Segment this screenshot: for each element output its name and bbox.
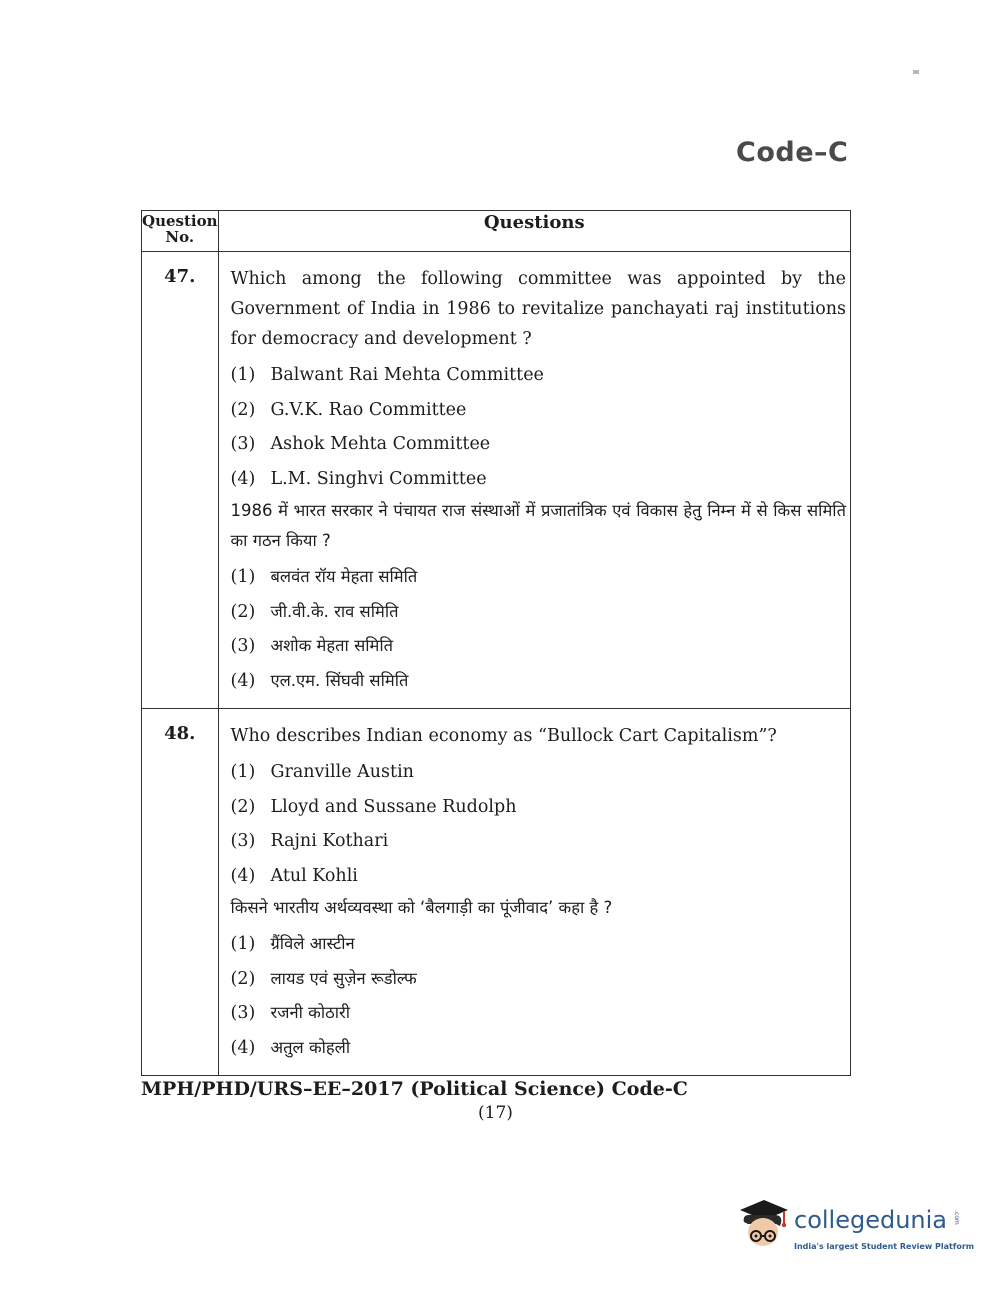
option <box>231 859 847 894</box>
option-number: (2) <box>230 968 256 989</box>
option-text: एल.एम. सिंघवी समिति <box>270 670 409 690</box>
collegedunia-logo[interactable] <box>734 1196 975 1256</box>
option-text: L.M. Singhvi Committee <box>270 468 487 489</box>
question-text-hindi: 1986 में भारत सरकार ने पंचायत राज संस्थाओं में प्रजातांत्रिक एवं विकास हेतु निम्न में से किस समिति का गठन किया ? <box>230 501 846 550</box>
page-number: (17) <box>478 1103 513 1123</box>
option <box>231 664 847 699</box>
question-body <box>218 252 851 709</box>
option-number: (2) <box>230 796 256 817</box>
option-number: (2) <box>230 601 256 622</box>
option-number: (4) <box>230 1037 256 1058</box>
option <box>231 560 847 595</box>
option <box>231 755 847 790</box>
option <box>231 427 847 462</box>
option-text: Atul Kohli <box>270 865 358 886</box>
option <box>231 790 847 825</box>
option-number: (1) <box>230 567 256 588</box>
option-text: Rajni Kothari <box>270 831 389 852</box>
option <box>231 1031 847 1066</box>
option-text: अशोक मेहता समिति <box>270 636 394 656</box>
table-header-row <box>142 211 851 252</box>
column-header-questions: Questions <box>218 211 851 252</box>
logo-wordmark: collegedunia <box>794 1206 948 1234</box>
table-row <box>142 252 851 709</box>
option <box>231 996 847 1031</box>
logo-tagline: India's largest Student Review Platform <box>794 1242 975 1251</box>
question-number: 48. <box>142 709 219 1076</box>
question-table <box>141 210 851 1076</box>
option-text: Granville Austin <box>270 762 414 783</box>
logo-domain: .com <box>953 1210 960 1225</box>
option <box>231 824 847 859</box>
option <box>231 358 847 393</box>
option-text: Balwant Rai Mehta Committee <box>270 365 544 386</box>
student-mascot-icon <box>734 1196 792 1254</box>
option-text: G.V.K. Rao Committee <box>270 399 467 420</box>
question-number: 47. <box>142 252 219 709</box>
column-header-question-no: Question No. <box>142 211 219 252</box>
option-number: (2) <box>230 399 256 420</box>
option-number: (3) <box>230 1003 256 1024</box>
option <box>231 595 847 630</box>
option-number: (3) <box>230 636 256 657</box>
paper-code: Code–C <box>736 137 849 168</box>
option-text: जी.वी.के. राव समिति <box>270 601 399 621</box>
option-text: Lloyd and Sussane Rudolph <box>270 796 517 817</box>
option-number: (3) <box>230 831 256 852</box>
question-text-english: Which among the following committee was appointed by the Government of India in 1986 to revitalize panchayati raj institutions for democracy and development ? <box>230 269 846 349</box>
option <box>231 629 847 664</box>
option-text: रजनी कोठारी <box>270 1003 350 1023</box>
option <box>231 962 847 997</box>
exam-footer: MPH/PHD/URS–EE–2017 (Political Science) Code-C <box>141 1078 688 1100</box>
scan-mark <box>913 70 919 74</box>
option <box>231 462 847 497</box>
option <box>231 927 847 962</box>
option-text: Ashok Mehta Committee <box>270 434 491 455</box>
option-text: लायड एवं सुज़ेन रूडोल्फ <box>270 968 417 988</box>
option-number: (4) <box>230 865 256 886</box>
question-text-english: Who describes Indian economy as “Bullock Cart Capitalism”? <box>230 726 777 746</box>
option <box>231 393 847 428</box>
table-row <box>142 709 851 1076</box>
option-text: बलवंत रॉय मेहता समिति <box>270 567 418 587</box>
question-text-hindi: किसने भारतीय अर्थव्यवस्था को ‘बैलगाड़ी का पूंजीवाद’ कहा है ? <box>230 898 613 917</box>
option-text: ग्रैंविले आस्टीन <box>270 934 355 954</box>
question-body <box>218 709 851 1076</box>
option-number: (1) <box>230 365 256 386</box>
option-number: (4) <box>230 670 256 691</box>
option-number: (3) <box>230 434 256 455</box>
option-number: (4) <box>230 468 256 489</box>
option-number: (1) <box>230 934 256 955</box>
option-text: अतुल कोहली <box>270 1037 351 1057</box>
option-number: (1) <box>230 762 256 783</box>
